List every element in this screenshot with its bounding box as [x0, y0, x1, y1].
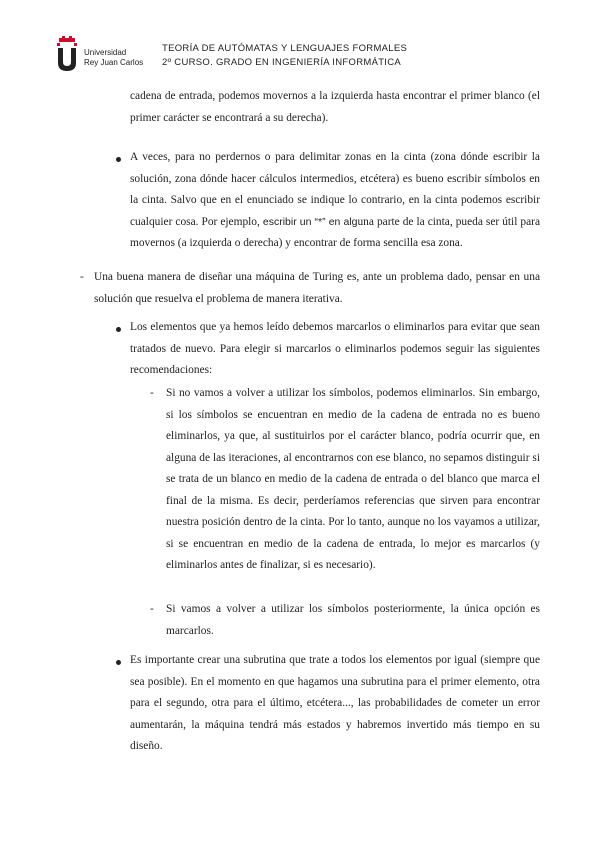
course-title-line2: 2º CURSO. GRADO EN INGENIERÍA INFORMÁTICA: [162, 57, 402, 68]
page-header: [56, 32, 556, 76]
sub-item-delete-symbols: Si no vamos a volver a utilizar los símbolos, podemos eliminarlos. Sin embargo, si los símbolos se encuentran en medio de la cadena de entrada no es bueno eliminarlos, ya que, al sustituirlos por el carácter blanco, podría ocurrir que, en alguna de las iteraciones, al encontrarnos con ese blanco, no sepamos distinguir si se trata de un blanco en medio de la cadena de entrada o del blanco que marca el final de la misma. Es decir, perderíamos referencias que sirven para encontrar nuestra posición dentro de la cinta. Por lo tanto, aunque no los vayamos a utilizar, si se encuentran en medio de la cadena de entrada, lo mejor es marcarlos (y eliminarlos antes de finalizar, si es necesario).: [166, 387, 540, 571]
paragraph-continuation: cadena de entrada, podemos movernos a la izquierda hasta encontrar el primer blanco (el primer carácter se encontrará a su derecha).: [130, 90, 540, 124]
list-item-iterative-design: Una buena manera de diseñar una máquina de Turing es, ante un problema dado, pensar en una solución que resuelva el problema de manera iterativa.: [94, 271, 540, 305]
bullet-mark-or-delete: Los elementos que ya hemos leído debemos marcarlos o eliminarlos para evitar que sean tratados de nuevo. Para elegir si marcarlos o eliminarlos podemos seguir las siguientes recomendaciones:: [130, 321, 540, 376]
bullet-icon: [116, 660, 121, 665]
sub-item-mark-symbols: Si vamos a volver a utilizar los símbolos posteriormente, la única opción es marcarlos.: [166, 603, 540, 637]
bullet-icon: [116, 157, 121, 162]
bullet-tape-symbols: [130, 147, 540, 255]
bullet-tape-symbols-highlight: escribir un “*” en alg: [262, 215, 358, 228]
dash-marker: -: [80, 271, 84, 283]
dash-marker: -: [150, 603, 154, 615]
bullet-subroutine: Es importante crear una subrutina que trate a todos los elementos por igual (siempre que sea posible). En el momento en que hagamos una subrutina para el primer elemento, otra para el segundo, otra para el último, etcétera..., las probabilidades de cometer un error aumentarán, la máquina tendrá más estados y habremos invertido más tiempo en su diseño.: [130, 654, 540, 752]
bullet-tape-symbols-text: A veces, para no perdernos o para delimitar zonas en la cinta (zona dónde escribir la solución, zona dónde hacer cálculos intermedios, etcétera) es bueno escribir símbolos en la cinta. Salvo que en el enunciado se indique lo contrario, en la cinta podemos escribir cualquier cosa. Por ejemplo,: [130, 151, 540, 228]
university-name-line1: Universidad: [84, 48, 127, 57]
dash-marker: -: [150, 387, 154, 399]
bullet-icon: [116, 327, 121, 332]
bullet-tape-symbols-text-end: una parte de la cinta, pueda ser útil para movernos (a izquierda o derecha) y encontrar de forma sencilla esa zona.: [130, 215, 540, 249]
university-logo: [56, 32, 176, 76]
course-title: [162, 42, 407, 70]
course-title-line1: TEORÍA DE AUTÓMATAS Y LENGUAJES FORMALES: [162, 43, 408, 54]
urjc-crest-icon: [56, 36, 78, 72]
university-name-line2: Rey Juan Carlos: [84, 58, 144, 67]
